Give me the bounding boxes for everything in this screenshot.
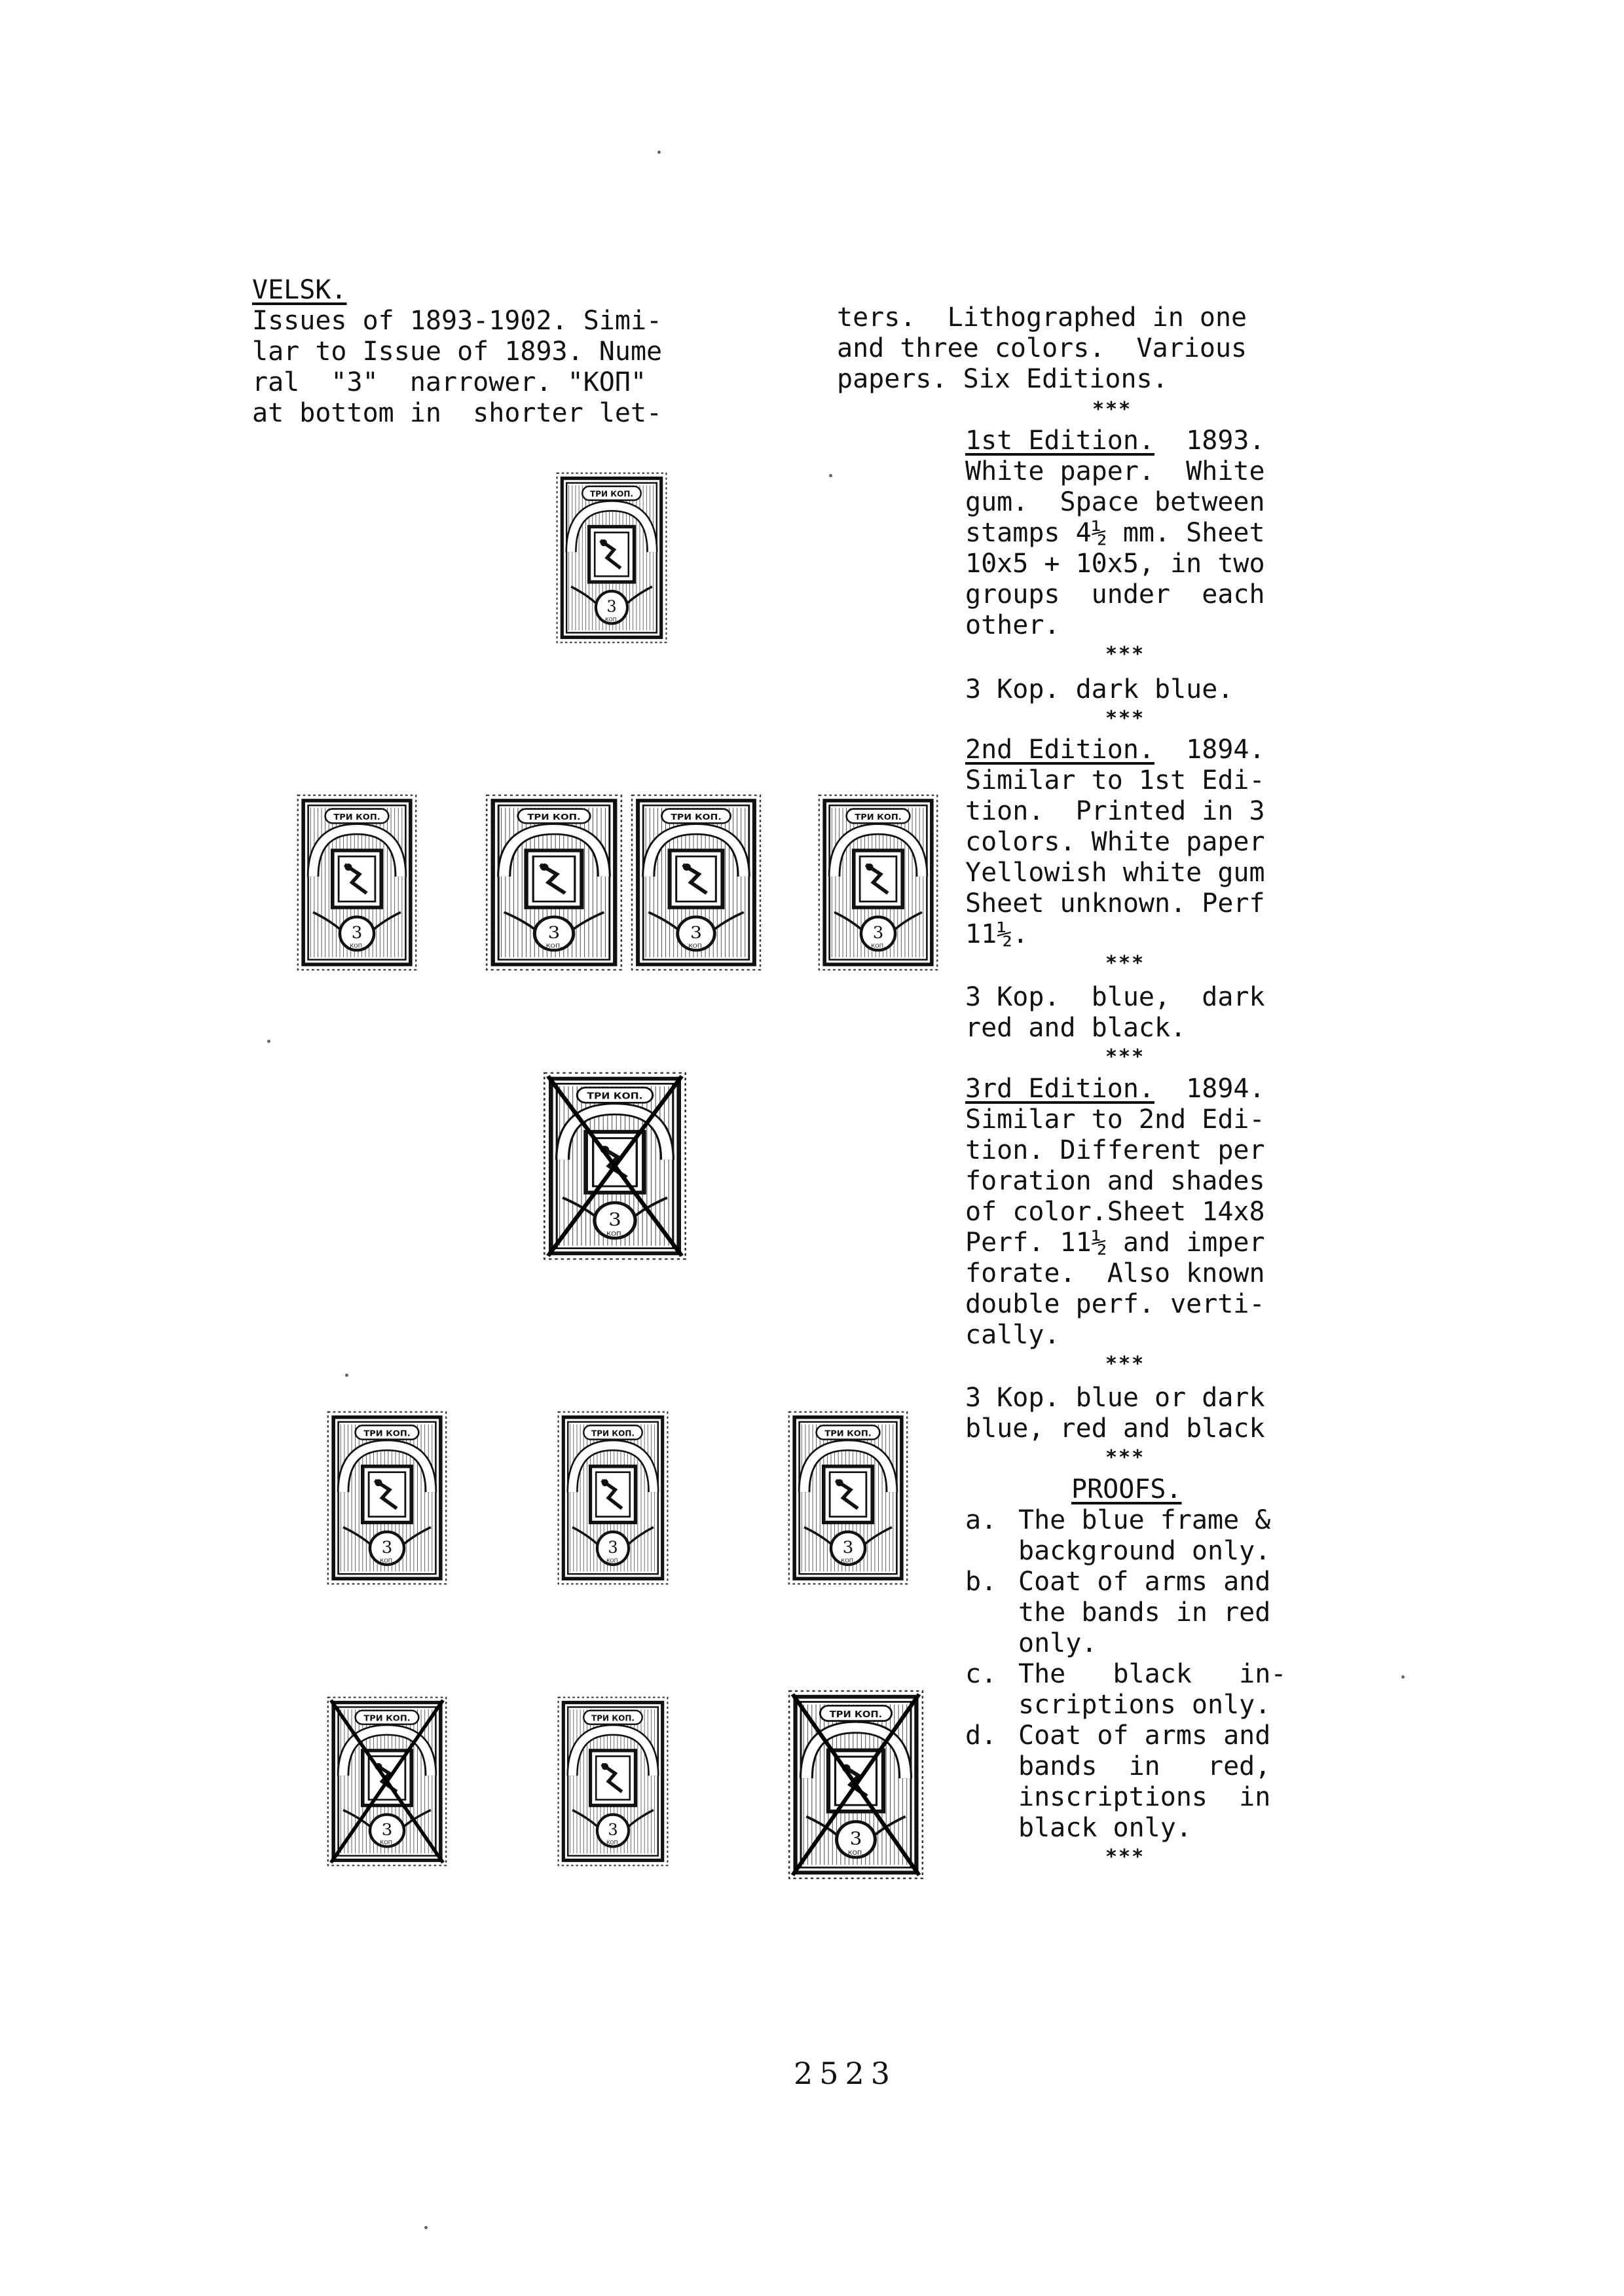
edition-3-line-8: cally. [965, 1320, 1060, 1350]
proof-a-line-2: background only. [1018, 1536, 1271, 1566]
intro-right-line-2: and three colors. Various [837, 333, 1247, 363]
svg-text:3: 3 [849, 1828, 862, 1850]
separator: *** [1105, 1846, 1145, 1868]
separator: *** [1105, 952, 1145, 975]
svg-text:КОП.: КОП. [350, 942, 364, 949]
stamp-image [542, 1071, 688, 1261]
svg-text:ТРИ КОП.: ТРИ КОП. [671, 812, 722, 822]
edition-2-line-5: Sheet unknown. Perf [965, 888, 1265, 919]
edition-3-year: 1894. [1186, 1074, 1265, 1104]
svg-text:3: 3 [608, 1537, 618, 1558]
edition-3-line-2: tion. Different per [965, 1135, 1265, 1165]
svg-text:КОП.: КОП. [380, 1839, 394, 1846]
separator: *** [1092, 398, 1132, 421]
proof-a-label: a. [965, 1505, 997, 1535]
svg-text:КОП.: КОП. [606, 1840, 619, 1846]
stamp-image [787, 1689, 925, 1880]
svg-text:ТРИ КОП.: ТРИ КОП. [591, 1429, 635, 1438]
svg-text:ТРИ КОП.: ТРИ КОП. [824, 1429, 872, 1439]
edition-3-value-line-2: blue, red and black [965, 1413, 1265, 1444]
proof-d-line-1: Coat of arms and [1018, 1721, 1271, 1751]
stamp-image [817, 793, 939, 972]
stamp-image [787, 1410, 909, 1586]
scan-speck [267, 1040, 270, 1043]
svg-text:КОП.: КОП. [871, 942, 885, 949]
svg-text:ТРИ КОП.: ТРИ КОП. [591, 1713, 635, 1723]
proof-d-label: d. [965, 1721, 997, 1751]
page-number: 2523 [794, 2056, 897, 2091]
intro-left-line-4: at bottom in shorter let- [252, 398, 663, 428]
svg-text:ТРИ КОП.: ТРИ КОП. [527, 812, 581, 822]
edition-1-line-1: White paper. White [965, 456, 1265, 486]
edition-1-value: 3 Kop. dark blue. [965, 674, 1234, 704]
stamp-image [630, 793, 762, 972]
edition-2-value-line-1: 3 Kop. blue, dark [965, 982, 1265, 1012]
scan-speck [657, 151, 661, 154]
edition-2-line-6: 11½. [965, 919, 1029, 949]
proofs-title: PROOFS. [1071, 1474, 1182, 1504]
svg-text:3: 3 [606, 596, 617, 616]
proof-d-line-2: bands in red, [1018, 1751, 1271, 1781]
edition-2-heading [965, 735, 1265, 766]
separator: *** [1105, 707, 1145, 730]
intro-left-line-1: Issues of 1893-1902. Simi- [252, 306, 663, 336]
svg-text:3: 3 [351, 923, 363, 943]
svg-text:ТРИ КОП.: ТРИ КОП. [587, 1091, 643, 1102]
section-heading: VELSK. [252, 275, 347, 305]
svg-text:КОП.: КОП. [847, 1850, 864, 1857]
edition-2-line-1: Similar to 1st Edi- [965, 765, 1265, 795]
svg-text:КОП.: КОП. [380, 1557, 394, 1564]
proof-c-label: c. [965, 1659, 997, 1689]
proof-b-label: b. [965, 1567, 997, 1597]
edition-2-title: 2nd Edition. [965, 735, 1154, 765]
svg-text:ТРИ КОП.: ТРИ КОП. [333, 812, 380, 822]
svg-text:ТРИ КОП.: ТРИ КОП. [363, 1713, 411, 1723]
svg-text:КОП.: КОП. [545, 943, 563, 950]
scan-speck [345, 1374, 348, 1377]
svg-text:КОП.: КОП. [841, 1557, 855, 1564]
stamp-image [326, 1696, 448, 1867]
svg-text:3: 3 [608, 1819, 618, 1840]
proof-b-line-1: Coat of arms and [1018, 1567, 1271, 1597]
proof-a-line-1: The blue frame & [1018, 1505, 1271, 1535]
edition-1-line-5: groups under each [965, 579, 1265, 610]
stamp-image [555, 471, 668, 644]
intro-right-line-3: papers. Six Editions. [837, 364, 1168, 394]
separator: *** [1105, 1353, 1145, 1376]
svg-text:ТРИ КОП.: ТРИ КОП. [590, 489, 633, 499]
stamp-image [326, 1410, 448, 1586]
scan-speck [1401, 1675, 1405, 1679]
edition-2-line-4: Yellowish white gum [965, 858, 1265, 888]
svg-text:ТРИ КОП.: ТРИ КОП. [855, 812, 902, 822]
svg-text:3: 3 [690, 923, 702, 943]
edition-2-value-line-2: red and black. [965, 1013, 1187, 1043]
intro-left-line-2: lar to Issue of 1893. Nume [252, 337, 663, 367]
svg-text:КОП.: КОП. [606, 1558, 619, 1564]
proof-c-line-2: scriptions only. [1018, 1690, 1271, 1720]
separator: *** [1105, 1046, 1145, 1068]
svg-text:3: 3 [608, 1209, 621, 1230]
svg-text:3: 3 [381, 1538, 393, 1558]
svg-text:КОП.: КОП. [606, 1230, 623, 1238]
edition-1-line-4: 10x5 + 10x5, in two [965, 549, 1265, 579]
stamp-image [296, 793, 418, 972]
intro-right-line-1: ters. Lithographed in one [837, 302, 1247, 333]
scan-speck [424, 2226, 428, 2229]
stamp-image [557, 1696, 669, 1867]
svg-text:КОП.: КОП. [688, 943, 704, 950]
edition-3-line-3: foration and shades [965, 1166, 1265, 1196]
edition-3-line-4: of color.Sheet 14x8 [965, 1197, 1265, 1227]
svg-text:ТРИ КОП.: ТРИ КОП. [829, 1709, 883, 1720]
svg-text:3: 3 [842, 1538, 854, 1558]
separator: *** [1105, 1446, 1145, 1469]
svg-text:3: 3 [381, 1820, 393, 1839]
edition-2-year: 1894. [1186, 735, 1265, 765]
edition-3-title: 3rd Edition. [965, 1074, 1154, 1104]
edition-1-line-2: gum. Space between [965, 487, 1265, 517]
separator: *** [1105, 643, 1145, 666]
edition-2-line-2: tion. Printed in 3 [965, 796, 1265, 826]
edition-3-value-line-1: 3 Kop. blue or dark [965, 1383, 1265, 1413]
proof-b-line-2: the bands in red [1018, 1597, 1271, 1628]
svg-text:ТРИ КОП.: ТРИ КОП. [363, 1429, 411, 1439]
edition-3-line-7: double perf. verti- [965, 1289, 1265, 1319]
edition-3-line-5: Perf. 11½ and imper [965, 1228, 1265, 1258]
edition-3-line-6: forate. Also known [965, 1258, 1265, 1288]
edition-1-heading [965, 426, 1265, 457]
edition-1-line-6: other. [965, 610, 1060, 640]
svg-text:3: 3 [872, 923, 884, 943]
edition-1-line-3: stamps 4½ mm. Sheet [965, 518, 1265, 548]
svg-text:3: 3 [547, 922, 561, 943]
edition-1-title: 1st Edition. [965, 426, 1154, 456]
edition-3-line-1: Similar to 2nd Edi- [965, 1104, 1265, 1135]
edition-1-year: 1893. [1186, 426, 1265, 456]
edition-2-line-3: colors. White paper [965, 827, 1265, 857]
proof-d-line-4: black only. [1018, 1813, 1192, 1843]
proof-b-line-3: only. [1018, 1628, 1098, 1658]
edition-3-heading [965, 1074, 1265, 1105]
svg-text:КОП.: КОП. [605, 616, 618, 623]
stamp-image [557, 1410, 669, 1586]
intro-left-line-3: ral "3" narrower. "КОП" [252, 367, 647, 397]
proof-d-line-3: inscriptions in [1018, 1782, 1271, 1812]
stamp-image [485, 793, 623, 972]
scan-speck [829, 474, 832, 477]
proof-c-line-1: The black in- [1018, 1659, 1287, 1689]
